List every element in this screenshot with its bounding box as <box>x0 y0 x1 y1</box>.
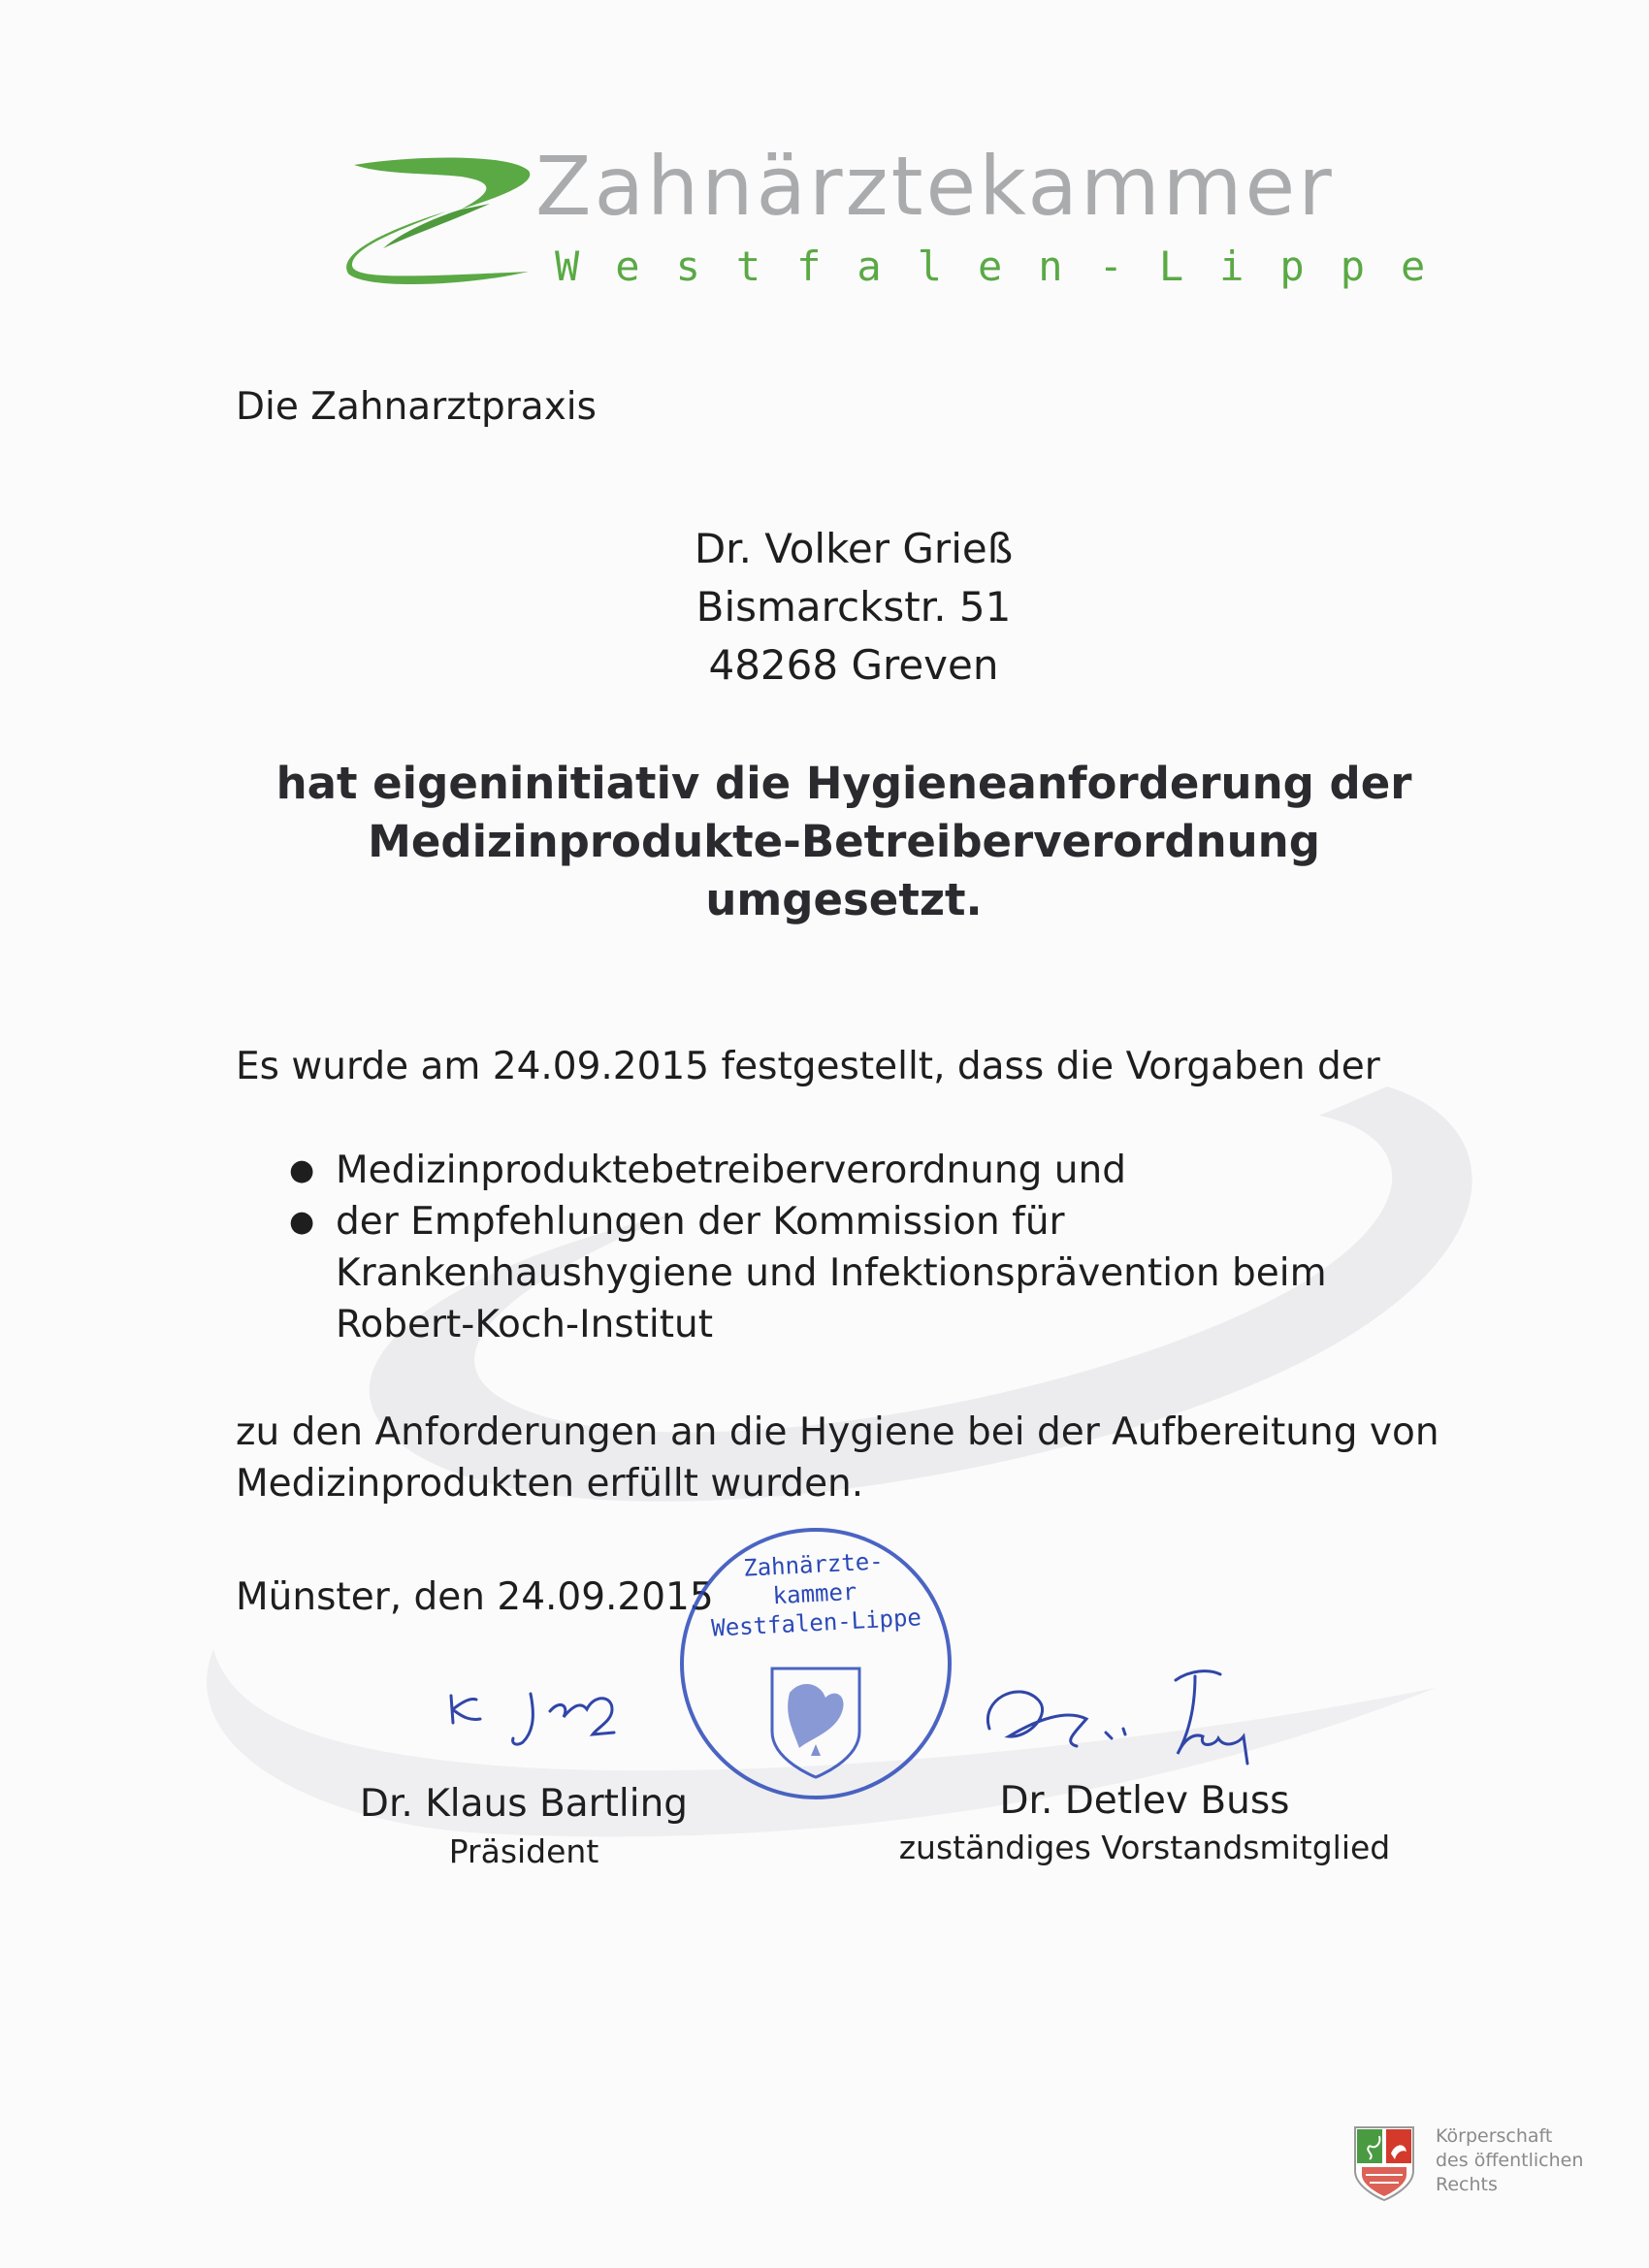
intro-text: Die Zahnarztpraxis <box>236 385 597 429</box>
headline-line: Medizinprodukte-Betreiberverordnung <box>368 816 1320 867</box>
headline-line: umgesetzt. <box>705 874 983 925</box>
place-date: Münster, den 24.09.2015 <box>236 1575 714 1619</box>
bullet-icon: ● <box>289 1205 315 1239</box>
signature-bartling <box>441 1676 674 1754</box>
stamp-text: Zahnärzte- kammer Westfalen-Lippe <box>710 1547 922 1642</box>
logo-title: Zahnärztekammer <box>535 139 1335 234</box>
logo-swoosh-icon <box>344 153 538 289</box>
signer-name-right: Dr. Detlev Buss <box>999 1779 1290 1823</box>
headline-line: hat eigeninitiativ die Hygieneanforderung der <box>275 758 1412 809</box>
practice-name: Dr. Volker Grieß <box>694 525 1014 572</box>
practice-city: 48268 Greven <box>708 641 999 689</box>
conclusion-text: zu den Anforderungen an die Hygiene bei der Aufbereitung von Medizinprodukten erfüllt wurden. <box>236 1410 1439 1506</box>
bullet-icon: ● <box>289 1153 315 1187</box>
nrw-crest-icon <box>1352 2124 1416 2202</box>
requirements-list <box>281 1145 1327 1350</box>
logo-subtitle: Westfalen-Lippe <box>555 243 1462 290</box>
list-item: ● der Empfehlungen der Kommission für Krankenhaushygiene und Infektionsprävention beim Robert-Koch-Institut <box>281 1196 1327 1350</box>
practice-street: Bismarckstr. 51 <box>695 583 1012 631</box>
signer-role-left: Präsident <box>448 1832 599 1870</box>
practice-address <box>485 520 1222 695</box>
footer-legal-note: Körperschaft des öffentlichen Rechts <box>1436 2125 1584 2195</box>
finding-text: Es wurde am 24.09.2015 festgestellt, dass die Vorgaben der <box>236 1045 1380 1088</box>
certificate-headline <box>233 755 1455 929</box>
list-item: ● Medizinproduktebetreiberverordnung und <box>281 1145 1327 1196</box>
signer-role-right: zuständiges Vorstandsmitglied <box>898 1829 1391 1866</box>
signature-buss <box>970 1661 1280 1777</box>
signer-name-left: Dr. Klaus Bartling <box>359 1782 689 1826</box>
